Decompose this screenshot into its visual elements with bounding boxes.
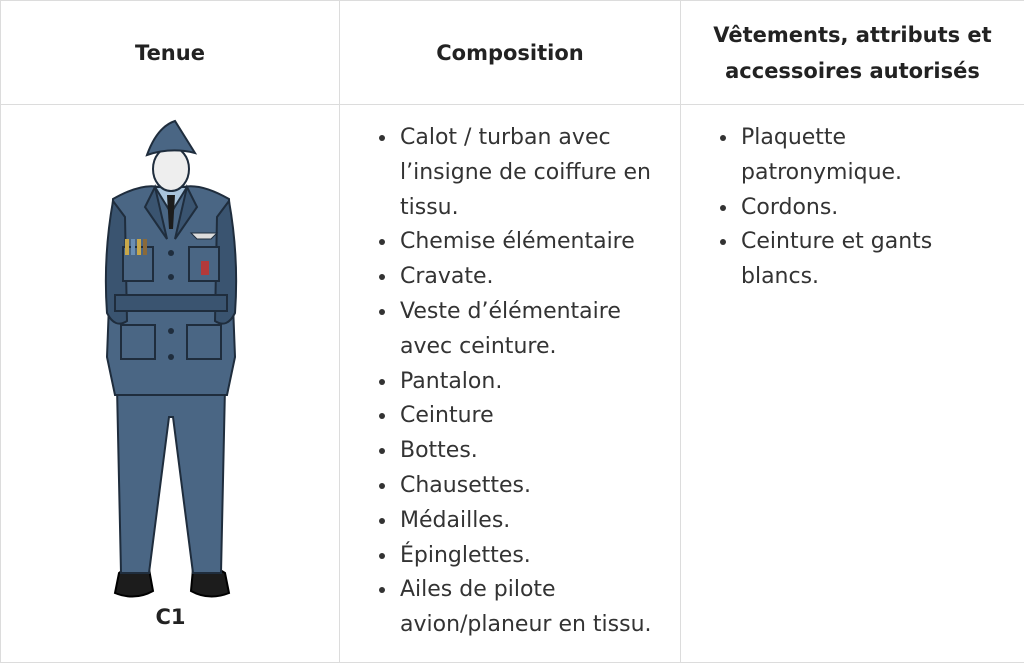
tenue-cell [1,105,340,663]
autorise-item: • Ceinture et gants blancs. [739,225,1010,295]
header-vetements: Vêtements, attributs et accessoires autorisés [681,1,1024,105]
header-tenue: Tenue [1,1,340,105]
composition-item: • Ceinture [398,399,666,434]
composition-cell [340,105,681,663]
uniform-row [1,105,1024,663]
cadet-uniform-illustration [101,117,241,605]
composition-item: • Pantalon. [398,365,666,400]
composition-item: • Chausettes. [398,469,666,504]
composition-item: • Calot / turban avec l’insigne de coiffure en tissu. [398,121,666,225]
autorise-item: • Cordons. [739,191,1010,226]
header-row [1,1,1024,105]
composition-item: • Bottes. [398,434,666,469]
header-composition: Composition [340,1,681,105]
composition-item: • Ailes de pilote avion/planeur en tissu. [398,573,666,643]
composition-item: • Épinglettes. [398,539,666,574]
uniform-caption: C1 [1,605,340,629]
composition-item: • Chemise élémentaire [398,225,666,260]
composition-item: • Cravate. [398,260,666,295]
composition-list [340,105,680,643]
composition-item: • Veste d’élémentaire avec ceinture. [398,295,666,365]
autorises-cell [681,105,1024,663]
autorises-list [681,105,1024,295]
composition-item: • Médailles. [398,504,666,539]
autorise-item: • Plaquette patronymique. [739,121,1010,191]
